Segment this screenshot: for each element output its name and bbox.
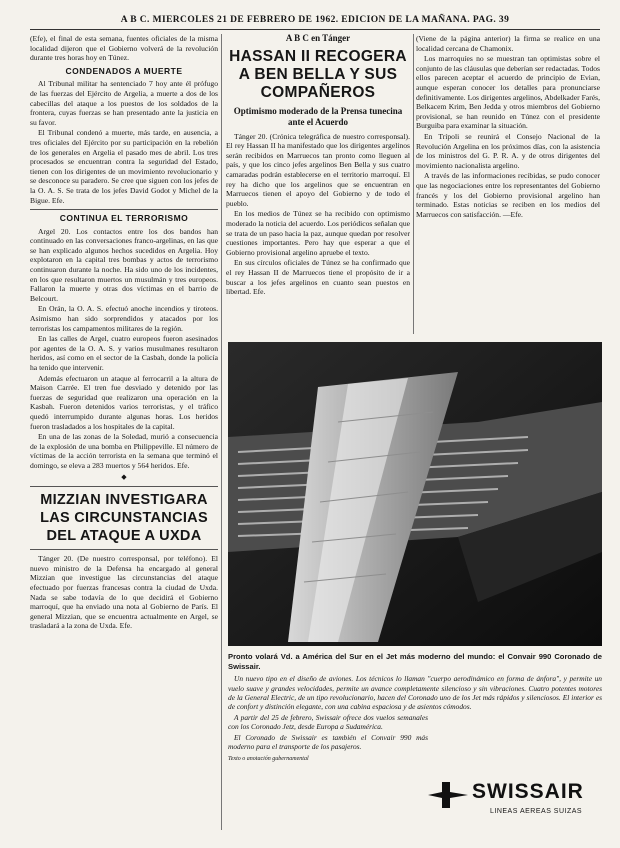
paragraph: Tánger 20. (Crónica telegráfica de nuestro corresponsal). El rey Hassan II ha manifestado que los dirigentes argelinos serán recibidos en Marruecos tan pronto como lleguen al país, y que los cinco jefes argelinos Ben Bella y sus cuatro camaradas podrán establecerse en el territorio marroquí. El rey ha dicho que los argelinos que se encuentran en Marruecos tienen el apoyo del Gobierno y de todo el pueblo. bbox=[226, 131, 410, 208]
subhead-terrorismo: CONTINUA EL TERRORISMO bbox=[59, 213, 189, 224]
ad-paragraph: Un nuevo tipo en el diseño de aviones. Los técnicos lo llaman "cuerpo aerodinámico en forma de ánfora", y permite un vuelo suave y grandes velocidades, permite un avance completamente silencioso y sin vibraciones. Cuatro potentes motores de la General Electric, de un tipo revolucionario, hacen del Coronado uno de los Jet más rápidos y silenciosos. El interior es de confort y distinción elegante, con una cabina espaciosa y de asientos cómodos. bbox=[228, 674, 602, 712]
intro-paragraph: (Efe), el final de esta semana, fuentes oficiales de la misma localidad dijeron que el Gobierno volverá de la revolución durante tres horas hoy en Túnez. bbox=[30, 34, 218, 63]
paragraph: Tánger 20. (De nuestro corresponsal, por teléfono). El nuevo ministro de la Defensa ha encargado al general Mizzian que investigue las circunstancias del ataque efectuado por fuerzas francesas contra la ciudad de Uxda. Nada se sabe todavía de lo que decidirá el Gobierno marroquí, que ha enviado una nota al Gobierno de París. El general Mizzian, que se encuentra actualmente en Argel, se trasladará a la zona de Uxda. Efe. bbox=[30, 554, 218, 631]
column-left bbox=[30, 34, 218, 834]
paragraph: En los medios de Túnez se ha recibido con optimismo moderado la noticia del acuerdo. Los periódicos señalan que se trata de un paso hacia la paz, aunque quedan por resolver cuestiones importantes. Pero hay que esperar a que el Gobierno provisional argelino apruebe el texto. bbox=[226, 209, 410, 257]
paragraph: A través de las informaciones recibidas, se pudo conocer que las negociaciones entre los representantes del Gobierno francés y los del Gobierno provisional argelino han terminado. Estas noticias se reciben en los medios del Marruecos con satisfacción. —Efe. bbox=[416, 171, 600, 219]
subhead-condenados: CONDENADOS A MUERTE bbox=[65, 65, 183, 76]
logo-wordmark: SWISSAIR bbox=[472, 780, 584, 803]
headline-mizzian: MIZZIAN INVESTIGARA LAS CIRCUNSTANCIAS DEL ATAQUE A UXDA bbox=[40, 492, 208, 545]
column-right bbox=[416, 34, 600, 334]
column-rule bbox=[221, 34, 222, 830]
paragraph: En sus círculos oficiales de Túnez se ha confirmado que el rey Hassan II de Marruecos tiene el propósito de ir a buscar a los jefes argelinos en cuanto sean puestos en libertad. Efe. bbox=[226, 258, 410, 297]
swiss-cross-icon bbox=[428, 782, 468, 808]
column-rule bbox=[413, 34, 414, 334]
paragraph: Al Tribunal militar ha sentenciado 7 hoy ante él prófugo de las fuerzas del Ejército de Argelia, a muerte a dos de los cabecillas del ataque a los puestos de los soldados de la frontera, cuyas fuerzas se han presentado ante la justicia en su favor. bbox=[30, 79, 218, 127]
divider bbox=[30, 549, 218, 550]
ad-copy bbox=[228, 652, 602, 765]
jet-photo bbox=[228, 342, 602, 646]
paragraph: (Viene de la página anterior) la firma se realice en una localidad cercana de Chamonix. bbox=[416, 34, 600, 53]
ad-paragraph: A partir del 25 de febrero, Swissair ofrece dos vuelos semanales con los Coronado Jetz, desde Europa a Sudamérica. bbox=[228, 712, 428, 732]
ad-body bbox=[228, 674, 602, 751]
ad-paragraph: El Coronado de Swissair es también el Convair 990 más moderno para el transporte de los pasajeros. bbox=[228, 732, 428, 752]
logo-subtitle: LINEAS AEREAS SUIZAS bbox=[490, 808, 583, 815]
column-middle bbox=[226, 34, 410, 334]
paragraph: Argel 20. Los contactos entre los dos bandos han continuado en las conversaciones franco-argelinas, en las que se han explicado algunos hechos sucedidos en Argelia. Hoy explotaron en la capital tres bombas y actos de terrorismo continuaron durante la noche. Ha sido uno de los incidentes, en los que resultaron muertos un musulmán y tres europeos. Fallaron la muerte y otras dos víctimas en el barrio de Belcourt. bbox=[30, 226, 218, 303]
paragraph: Los marroquíes no se muestran tan optimistas sobre el conjunto de las cláusulas que deberían ser redactadas. Todos ellos parecen aceptar el acuerdo de principio de Evian, aunque esperan conocer los detalles para pronunciarse definitivamente. Los dirigentes argelinos, Abdelkader Farés, Belkacem Krim, Ben Jedda y otros miembros del Gobierno provisional, se han reunido en Túnez con el presidente Burguiba para examinar la situación. bbox=[416, 54, 600, 131]
ad-caption: Pronto volará Vd. a América del Sur en el Jet más moderno del mundo: el Convair 990 Coronado de Swissair. bbox=[228, 652, 602, 671]
paragraph: En Orán, la O. A. S. efectuó anoche incendios y tiroteos. Asimismo han sido sorprendidos y atacados por los terroristas los campamentos militares de la región. bbox=[30, 304, 218, 333]
divider bbox=[30, 486, 218, 487]
paragraph: El Tribunal condenó a muerte, más tarde, en ausencia, a tres oficiales del Ejército por su participación en la rebelión de los generales en Argelia el pasado mes de abril. Los tres procesados se encuentran contra la seguridad del Estado, tienen con los dirigentes de un movimiento revolucionario y se desconoce su paradero. Se cree que siguen con los jefes de la O. A. S. Se trata de los jefes David Godot y Michel de la Bigue. Efe. bbox=[30, 128, 218, 205]
headline-hassan: HASSAN II RECOGERA A BEN BELLA Y SUS COMPAÑEROS bbox=[229, 47, 407, 101]
deck: Optimismo moderado de la Prensa tunecina ante el Acuerdo bbox=[233, 105, 403, 127]
paragraph: En las calles de Argel, cuatro europeos fueron asesinados por agentes de la O. A. S. y varios musulmanes resultaron heridos, así como en el sector de la Casbah, donde la policía ha tenido que intervenir. bbox=[30, 334, 218, 372]
swissair-advertisement bbox=[228, 342, 602, 830]
paragraph: En una de las zonas de la Soledad, murió a consecuencia de la explosión de una bomba en Philippeville. El número de víctimas de la acción terrorista en la semana que terminó el domingo, se eleva a 283 muertos y 564 heridos. Efe. bbox=[30, 432, 218, 470]
kicker: A B C en Tánger bbox=[285, 34, 351, 43]
swissair-logo bbox=[428, 778, 602, 820]
separator-ornament: ◆ bbox=[121, 472, 127, 481]
paragraph: Además efectuaron un ataque al ferrocarril a la altura de Maison Carrée. El tren fue desviado y detenido por las fuerzas de seguridad que realizaron una operación en la Kasbah. Fueron detenidos varios terroristas, y el tráfico quedó interrumpido durante algunas horas. Los heridos fueron trasladados a los hospitales de la capital. bbox=[30, 373, 218, 431]
ad-legal-note: Texto o anotación gubernamental bbox=[228, 756, 309, 763]
divider bbox=[30, 209, 218, 210]
paragraph: En Trípoli se reunirá el Consejo Nacional de la Revolución Argelina en los próximos días, con la asistencia de los ministros del G. P. R. A. y de otros dirigentes del movimiento nacionalista argelino. bbox=[416, 131, 600, 170]
jet-tail-illustration bbox=[228, 342, 602, 646]
page-header: A B C. MIERCOLES 21 DE FEBRERO DE 1962. EDICION DE LA MAÑANA. PAG. 39 bbox=[30, 12, 600, 30]
